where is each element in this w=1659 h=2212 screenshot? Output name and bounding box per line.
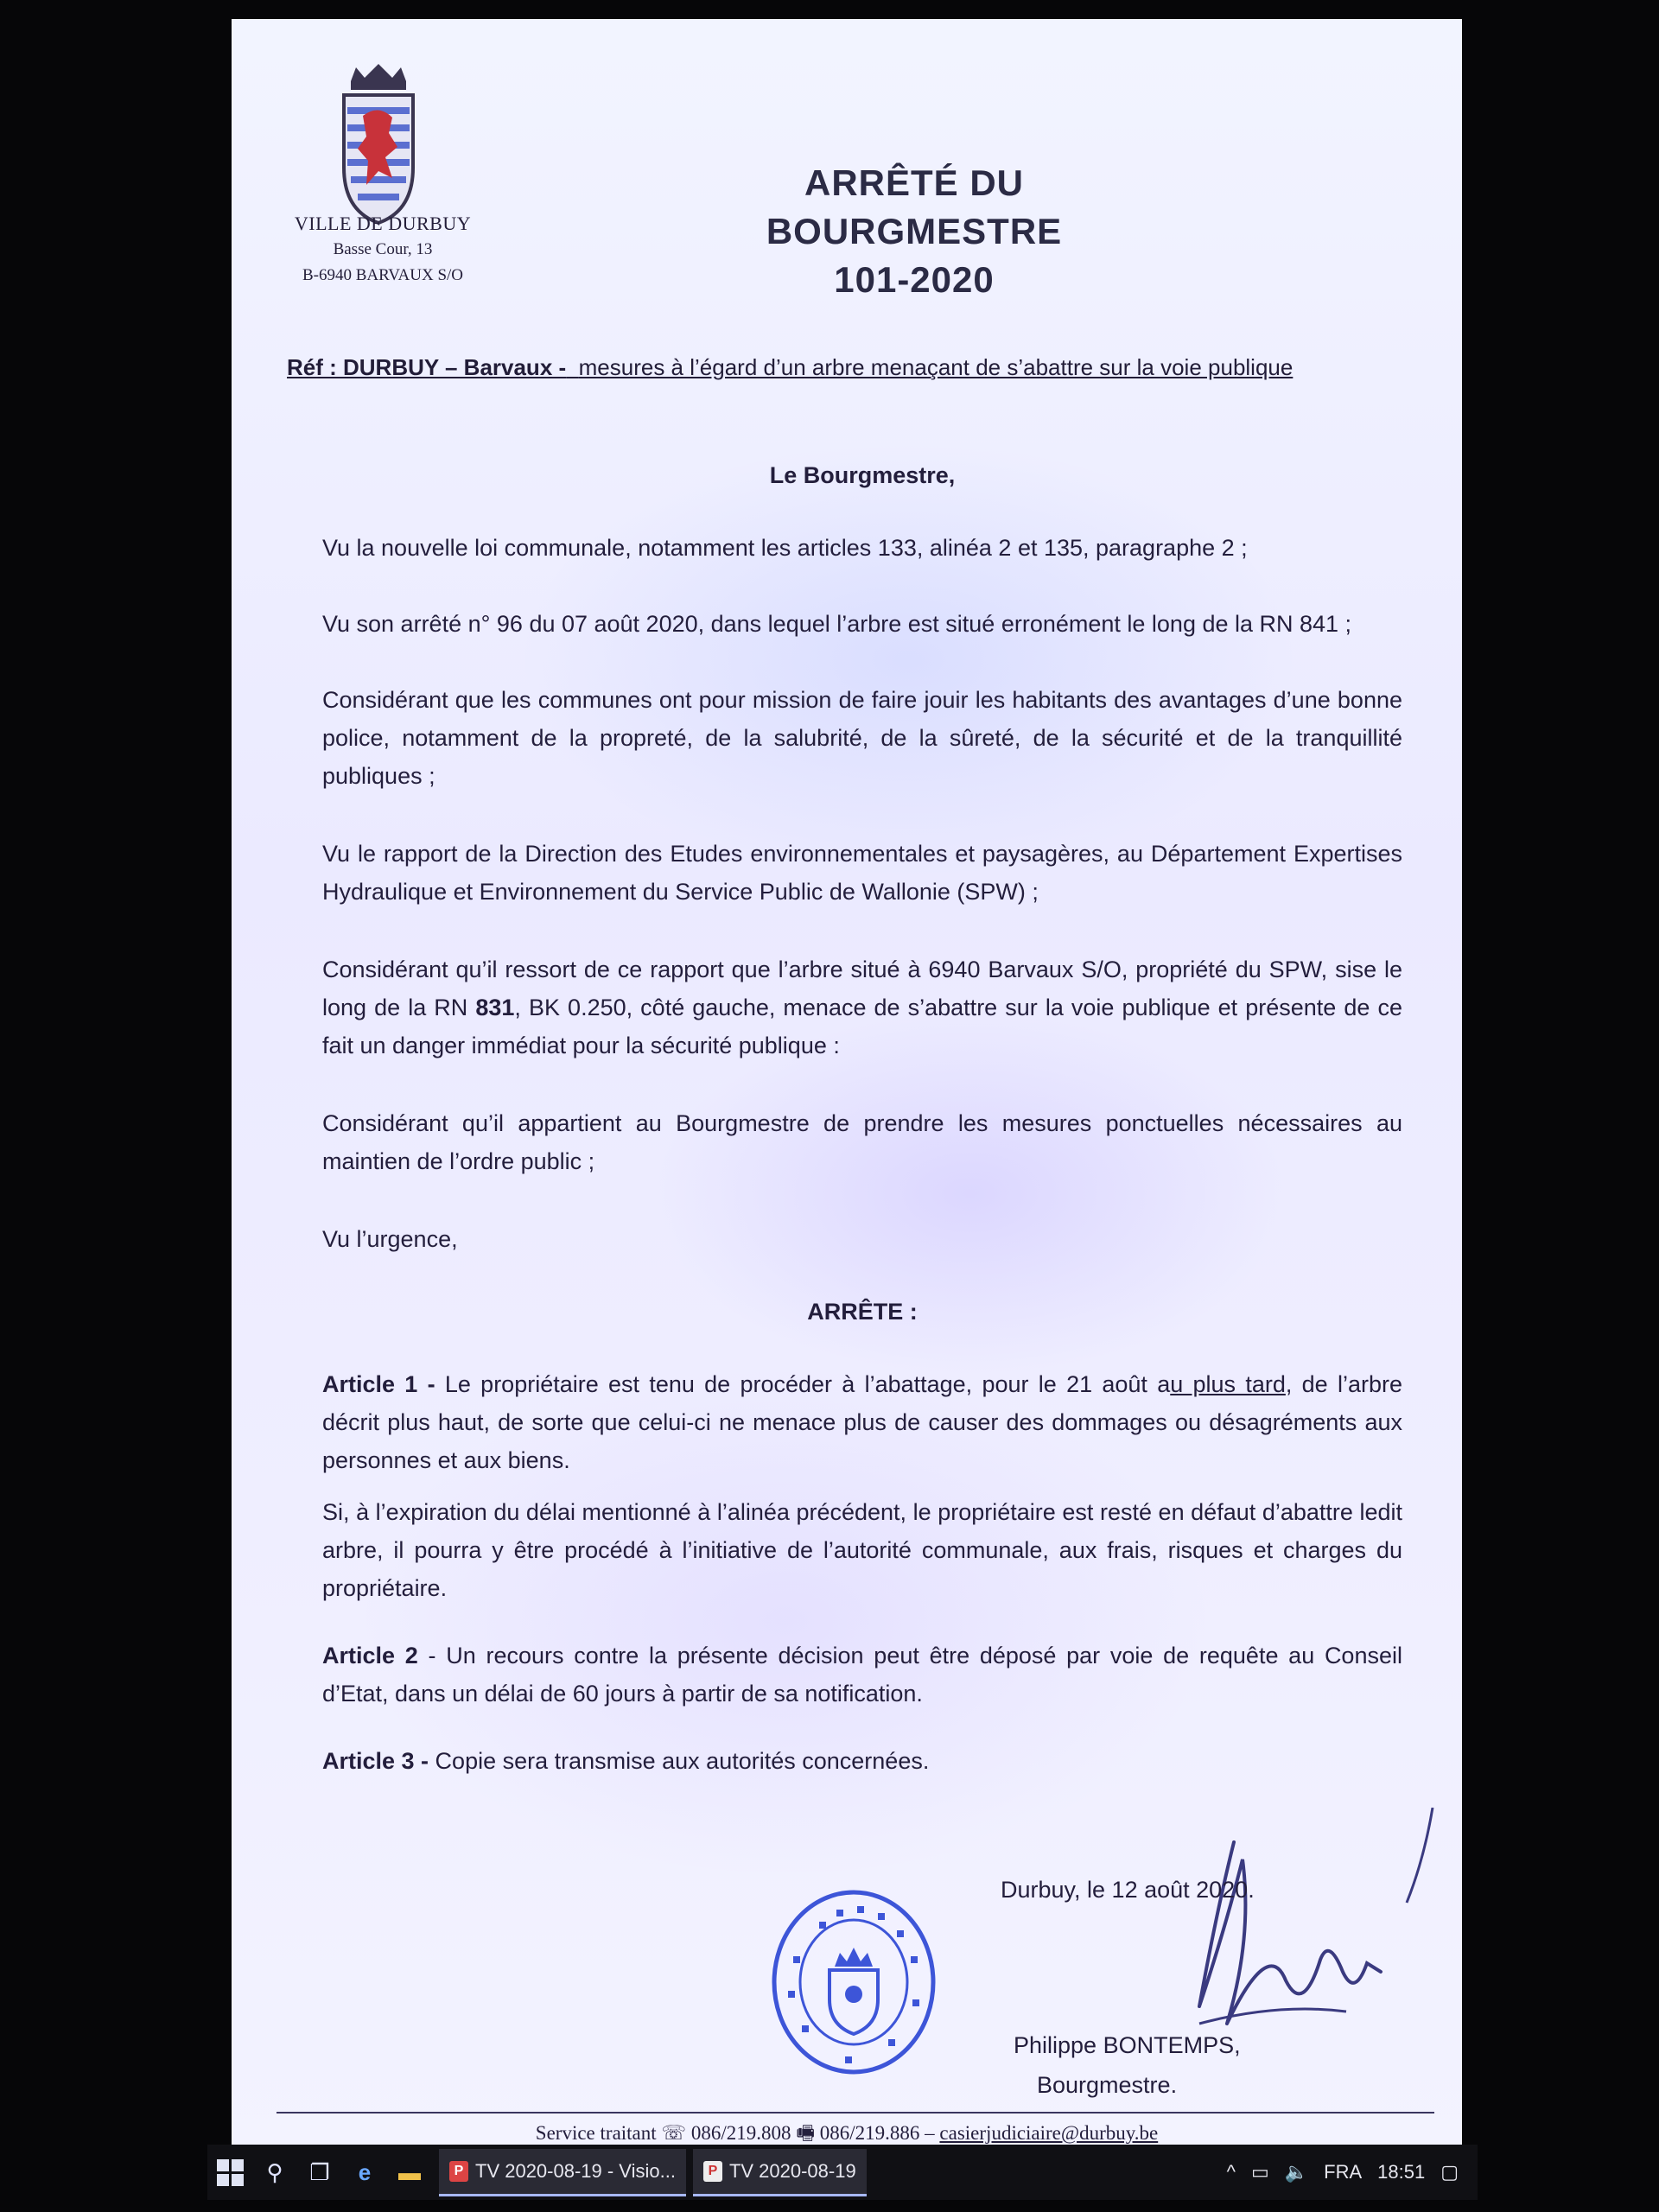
fax-icon: 🖷 (796, 2122, 816, 2144)
document-body (322, 456, 1402, 1820)
arrete-heading: ARRÊTE : (807, 1299, 918, 1325)
phone-icon: ☏ (661, 2122, 687, 2144)
article-3: Article 3 - Copie sera transmise aux autorités concernées. (322, 1748, 930, 1774)
article-1-paragraph-2: Si, à l’expiration du délai mentionné à l’alinéa précédent, le propriétaire est resté en défaut d’abattre ledit arbre, il pourra y être procédé à l’initiative de l’autorité communale, aux frais, risques et charges du propriétaire. (322, 1499, 1402, 1601)
chevron-up-icon[interactable]: ^ (1226, 2161, 1236, 2183)
notification-icon[interactable]: ▢ (1440, 2161, 1459, 2183)
edge-browser-icon[interactable]: e (358, 2158, 372, 2185)
taskbar-app-document-label: TV 2020-08-19 (728, 2159, 856, 2182)
paragraph-rapport-spw: Vu le rapport de la Direction des Etudes environnementales et paysagères, au Département Expertises Hydraulique et Environnement du Service Public de Wallonie (SPW) ; (322, 841, 1402, 905)
salutation: Le Bourgmestre, (769, 462, 956, 488)
windows-taskbar (207, 2145, 1478, 2200)
reference-line (287, 354, 1402, 381)
taskbar-app-visio[interactable] (439, 2149, 686, 2196)
footer-phone: 086/219.808 (690, 2122, 791, 2144)
signatory-name: Philippe BONTEMPS, (1014, 2032, 1241, 2058)
city-crest-icon (332, 64, 425, 228)
taskbar-app-visio-label: TV 2020-08-19 - Visio... (475, 2159, 676, 2182)
reference-prefix: Réf : DURBUY – Barvaux - (287, 354, 567, 380)
address-line-2: B-6940 BARVAUX S/O (302, 266, 464, 284)
document-title (681, 159, 1147, 304)
system-tray (1227, 2161, 1478, 2183)
signatory-role: Bourgmestre. (1037, 2072, 1178, 2098)
article-2: Article 2 - Un recours contre la présente décision peut être déposé par voie de requête au Conseil d’Etat, dans un délai de 60 jours à partir de sa notification. (322, 1643, 1402, 1707)
paragraph-arrete-96: Vu son arrêté n° 96 du 07 août 2020, dans lequel l’arbre est situé erronément le long de la RN 841 ; (322, 611, 1352, 637)
reference-subject: mesures à l’égard d’un arbre menaçant de s’abattre sur la voie publique (578, 354, 1294, 380)
file-explorer-icon[interactable]: ▬ (398, 2158, 421, 2185)
pdf-app-icon: P (449, 2161, 468, 2182)
footer-label: Service traitant (535, 2122, 657, 2144)
language-indicator[interactable]: FRA (1324, 2161, 1363, 2183)
windows-start-icon[interactable] (207, 2150, 252, 2195)
footer-divider (276, 2112, 1434, 2113)
paragraph-arbre-danger: Considérant qu’il ressort de ce rapport que l’arbre situé à 6940 Barvaux S/O, propriété du SPW, sise le long de la RN 831, BK 0.250, côté gauche, menace de s’abattre sur la voie publique et présente de ce fait un danger immédiat pour la sécurité publique : (322, 957, 1402, 1058)
paragraph-urgence: Vu l’urgence, (322, 1226, 458, 1252)
article-1: Article 1 - Le propriétaire est tenu de procéder à l’abattage, pour le 21 août au plus tard, de l’arbre décrit plus haut, de sorte que celui-ci ne menace plus de causer des dommages ou désagréments aux personnes et aux biens. (322, 1371, 1402, 1473)
footer-fax: 086/219.886 – (819, 2122, 935, 2144)
paragraph-ordre-public: Considérant qu’il appartient au Bourgmestre de prendre les mesures ponctuelles nécessaires au maintien de l’ordre public ; (322, 1110, 1402, 1174)
clock[interactable]: 18:51 (1377, 2161, 1426, 2183)
volume-icon[interactable]: 🔈 (1284, 2161, 1309, 2183)
network-icon[interactable]: ▭ (1250, 2161, 1269, 2183)
commune-seal-stamp (767, 1887, 940, 2077)
paragraph-loi-communale: Vu la nouvelle loi communale, notamment les articles 133, alinéa 2 et 135, paragraphe 2 ; (322, 535, 1248, 561)
address-line-1: Basse Cour, 13 (333, 240, 433, 258)
taskbar-app-document[interactable] (693, 2149, 867, 2196)
footer-email[interactable]: casierjudiciaire@durbuy.be (939, 2122, 1159, 2144)
search-icon[interactable]: ⚲ (266, 2158, 283, 2185)
city-name: VILLE DE DURBUY (294, 213, 472, 234)
title-line-2: 101-2020 (834, 259, 995, 300)
document-page (232, 19, 1462, 2155)
task-view-icon[interactable]: ❐ (309, 2158, 330, 2185)
title-line-1: ARRÊTÉ DU BOURGMESTRE (766, 162, 1063, 251)
paragraph-mission-communes: Considérant que les communes ont pour mission de faire jouir les habitants des avantages d’une bonne police, notamment de la propreté, de la salubrité, de la sûreté, de la sécurité et de la tranquillité publiques ; (322, 687, 1402, 789)
signature-date: Durbuy, le 12 août 2020. (1001, 1877, 1255, 1903)
city-address-block (266, 211, 499, 289)
pdf-app-icon: P (703, 2161, 722, 2182)
handwritten-signature (1173, 1808, 1450, 2041)
